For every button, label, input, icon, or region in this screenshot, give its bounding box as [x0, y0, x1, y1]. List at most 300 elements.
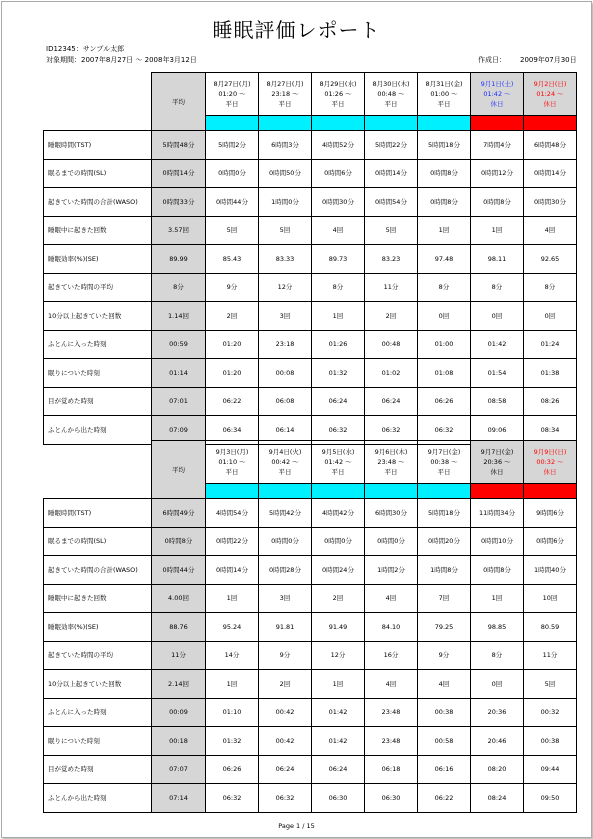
value-cell: 01:10: [206, 698, 259, 727]
day-time: 01:20 ～: [218, 90, 246, 98]
row-label: ふとんから出た時刻: [44, 416, 152, 445]
day-header: [312, 73, 365, 116]
value-cell: 0時間6分: [524, 527, 577, 556]
day-header: [471, 441, 524, 484]
value-cell: 0時間0分: [312, 527, 365, 556]
value-cell: 01:32: [206, 727, 259, 756]
value-cell: 4回: [418, 670, 471, 699]
value-cell: 0時間14分: [524, 159, 577, 188]
value-cell: 06:24: [259, 755, 312, 784]
target-period: 対象期間：2007年8月27日 ～ 2008年3月12日: [46, 56, 197, 64]
day-type: 休日: [543, 468, 557, 476]
day-header: [471, 73, 524, 116]
value-cell: 0回: [418, 302, 471, 331]
value-cell: 23:48: [365, 698, 418, 727]
value-cell: 7時間4分: [471, 131, 524, 160]
value-cell: 01:20: [206, 359, 259, 388]
subject-id: ID12345：サンプル太郎: [46, 45, 125, 53]
value-cell: 23:48: [365, 727, 418, 756]
value-cell: 06:16: [418, 755, 471, 784]
weekday-bar: [365, 484, 418, 499]
day-type: 休日: [490, 468, 504, 476]
value-cell: 8分: [471, 273, 524, 302]
day-type: 平日: [225, 468, 239, 476]
value-cell: 0時間8分: [471, 188, 524, 217]
value-cell: 95.24: [206, 613, 259, 642]
value-cell: 00:58: [418, 727, 471, 756]
value-cell: 0時間0分: [259, 527, 312, 556]
holiday-bar: [524, 484, 577, 499]
value-cell: 06:14: [259, 416, 312, 445]
value-cell: 00:48: [365, 330, 418, 359]
value-cell: 06:22: [206, 387, 259, 416]
value-cell: 1回: [206, 584, 259, 613]
value-cell: 83.23: [365, 245, 418, 274]
table-row: [44, 131, 577, 160]
value-cell: 06:24: [312, 387, 365, 416]
value-cell: 98.85: [471, 613, 524, 642]
average-value: 07:09: [152, 416, 206, 445]
value-cell: 0時間10分: [471, 527, 524, 556]
value-cell: 4回: [312, 216, 365, 245]
table-row: [44, 613, 577, 642]
value-cell: 3回: [259, 584, 312, 613]
value-cell: 89.73: [312, 245, 365, 274]
value-cell: 9分: [259, 641, 312, 670]
weekday-bar: [418, 484, 471, 499]
table-row: [44, 330, 577, 359]
average-value: 89.99: [152, 245, 206, 274]
value-cell: 0時間8分: [418, 159, 471, 188]
value-cell: 0回: [471, 302, 524, 331]
day-time: 01:42 ～: [324, 458, 352, 466]
day-header: [365, 73, 418, 116]
average-value: 07:14: [152, 784, 206, 813]
day-type: 平日: [384, 468, 398, 476]
day-time: 01:26 ～: [324, 90, 352, 98]
day-date: 9月6日(木): [374, 448, 408, 456]
value-cell: 11分: [365, 273, 418, 302]
row-label: 起きていた時間の平均: [44, 273, 152, 302]
day-header: [524, 441, 577, 484]
value-cell: 1回: [206, 670, 259, 699]
value-cell: 14分: [206, 641, 259, 670]
value-cell: 16分: [365, 641, 418, 670]
value-cell: 01:54: [471, 359, 524, 388]
day-header: [365, 441, 418, 484]
average-value: 4.00回: [152, 584, 206, 613]
value-cell: 06:34: [206, 416, 259, 445]
value-cell: 0時間6分: [312, 159, 365, 188]
value-cell: 06:32: [418, 416, 471, 445]
average-value: 01:14: [152, 359, 206, 388]
value-cell: 01:24: [524, 330, 577, 359]
value-cell: 01:00: [418, 330, 471, 359]
created-label: 作成日：: [478, 56, 506, 64]
value-cell: 0時間14分: [206, 556, 259, 585]
value-cell: 4時間54分: [206, 499, 259, 528]
value-cell: 91.81: [259, 613, 312, 642]
value-cell: 7回: [418, 584, 471, 613]
average-value: 2.14回: [152, 670, 206, 699]
average-value: 00:18: [152, 727, 206, 756]
day-header: [206, 441, 259, 484]
value-cell: 1時間8分: [418, 556, 471, 585]
value-cell: 0時間30分: [524, 188, 577, 217]
value-cell: 01:42: [312, 698, 365, 727]
value-cell: 06:32: [312, 416, 365, 445]
value-cell: 5回: [365, 216, 418, 245]
table-row: [44, 302, 577, 331]
value-cell: 08:34: [524, 416, 577, 445]
table-row: [44, 273, 577, 302]
holiday-bar: [471, 116, 524, 131]
value-cell: 1回: [471, 216, 524, 245]
value-cell: 01:26: [312, 330, 365, 359]
value-cell: 98.11: [471, 245, 524, 274]
day-type: 平日: [437, 100, 451, 108]
row-label: 睡眠時間(TST): [44, 131, 152, 160]
row-label: 眠りについた時刻: [44, 727, 152, 756]
average-value: 1.14回: [152, 302, 206, 331]
weekday-bar: [312, 116, 365, 131]
day-header: [418, 441, 471, 484]
value-cell: 0時間0分: [365, 527, 418, 556]
day-type: 平日: [384, 100, 398, 108]
value-cell: 00:38: [524, 727, 577, 756]
weekday-bar: [259, 116, 312, 131]
value-cell: 0時間22分: [206, 527, 259, 556]
value-cell: 06:30: [365, 784, 418, 813]
day-date: 9月4日(火): [268, 448, 302, 456]
table-row: [44, 387, 577, 416]
row-label: ふとんに入った時刻: [44, 698, 152, 727]
value-cell: 11分: [524, 641, 577, 670]
value-cell: 00:38: [418, 698, 471, 727]
weekday-bar: [312, 484, 365, 499]
value-cell: 2回: [259, 670, 312, 699]
value-cell: 00:32: [524, 698, 577, 727]
value-cell: 1回: [471, 584, 524, 613]
value-cell: 4回: [524, 216, 577, 245]
value-cell: 0時間14分: [365, 159, 418, 188]
day-date: 9月1日(土): [480, 80, 514, 88]
day-type: 平日: [437, 468, 451, 476]
day-time: 23:48 ～: [377, 458, 405, 466]
created-date: 2009年07月30日: [520, 56, 577, 64]
value-cell: 01:42: [312, 727, 365, 756]
value-cell: 84.10: [365, 613, 418, 642]
value-cell: 06:24: [365, 387, 418, 416]
value-cell: 5回: [259, 216, 312, 245]
value-cell: 06:30: [312, 784, 365, 813]
header-corner: [44, 441, 152, 499]
table-row: [44, 727, 577, 756]
row-label: 眠るまでの時間(SL): [44, 527, 152, 556]
value-cell: 5時間42分: [259, 499, 312, 528]
value-cell: 0時間0分: [206, 159, 259, 188]
value-cell: 1時間0分: [259, 188, 312, 217]
page-number: Page 1 / 15: [278, 822, 315, 830]
value-cell: 1時間2分: [365, 556, 418, 585]
value-cell: 08:26: [524, 387, 577, 416]
weekday-bar: [259, 484, 312, 499]
table-row: [44, 245, 577, 274]
value-cell: 8分: [524, 273, 577, 302]
average-value: 88.76: [152, 613, 206, 642]
row-label: 睡眠時間(TST): [44, 499, 152, 528]
table-row: [44, 556, 577, 585]
value-cell: 01:08: [418, 359, 471, 388]
value-cell: 4回: [365, 584, 418, 613]
value-cell: 5回: [524, 670, 577, 699]
day-header: [259, 73, 312, 116]
day-type: 平日: [278, 100, 292, 108]
row-label: 睡眠中に起きた回数: [44, 584, 152, 613]
value-cell: 20:36: [471, 698, 524, 727]
day-time: 23:18 ～: [271, 90, 299, 98]
day-type: 平日: [331, 100, 345, 108]
value-cell: 2回: [206, 302, 259, 331]
day-type: 平日: [278, 468, 292, 476]
value-cell: 06:26: [206, 755, 259, 784]
table-row: [44, 359, 577, 388]
average-value: 07:01: [152, 387, 206, 416]
weekday-bar: [206, 116, 259, 131]
table-row: [44, 499, 577, 528]
day-time: 01:42 ～: [483, 90, 511, 98]
value-cell: 0時間8分: [418, 188, 471, 217]
table-row: [44, 670, 577, 699]
row-label: 睡眠効率(%)(SE): [44, 613, 152, 642]
day-date: 9月3日(月): [215, 448, 249, 456]
value-cell: 6時間48分: [524, 131, 577, 160]
day-date: 8月27日(月): [213, 80, 251, 88]
day-date: 8月27日(月): [266, 80, 304, 88]
row-label: 眠るまでの時間(SL): [44, 159, 152, 188]
value-cell: 9時間6分: [524, 499, 577, 528]
value-cell: 09:44: [524, 755, 577, 784]
value-cell: 92.65: [524, 245, 577, 274]
average-value: 6時間49分: [152, 499, 206, 528]
day-date: 9月9日(日): [533, 448, 567, 456]
value-cell: 08:20: [471, 755, 524, 784]
value-cell: 01:42: [471, 330, 524, 359]
row-label: 起きていた時間の合計(WASO): [44, 556, 152, 585]
value-cell: 08:24: [471, 784, 524, 813]
value-cell: 8分: [312, 273, 365, 302]
report-title: 睡眠評価レポート: [212, 18, 381, 42]
value-cell: 1回: [418, 216, 471, 245]
day-header: [312, 441, 365, 484]
day-type: 休日: [490, 100, 504, 108]
day-time: 01:00 ～: [430, 90, 458, 98]
average-value: 00:09: [152, 698, 206, 727]
day-header: [418, 73, 471, 116]
value-cell: 20:46: [471, 727, 524, 756]
value-cell: 06:32: [206, 784, 259, 813]
value-cell: 5回: [206, 216, 259, 245]
value-cell: 80.59: [524, 613, 577, 642]
value-cell: 0時間50分: [259, 159, 312, 188]
value-cell: 0時間54分: [365, 188, 418, 217]
value-cell: 85.43: [206, 245, 259, 274]
day-date: 9月5日(水): [321, 448, 355, 456]
day-time: 00:32 ～: [536, 458, 564, 466]
average-value: 00:59: [152, 330, 206, 359]
average-value: 0時間44分: [152, 556, 206, 585]
value-cell: 8分: [418, 273, 471, 302]
value-cell: 06:18: [365, 755, 418, 784]
day-header: [524, 73, 577, 116]
average-value: 0時間14分: [152, 159, 206, 188]
average-value: 5時間48分: [152, 131, 206, 160]
value-cell: 0時間30分: [312, 188, 365, 217]
value-cell: 09:06: [471, 416, 524, 445]
average-value: 0時間8分: [152, 527, 206, 556]
sleep-table-week-2: [43, 440, 577, 813]
day-type: 休日: [543, 100, 557, 108]
value-cell: 00:42: [259, 727, 312, 756]
day-date: 8月29日(水): [319, 80, 357, 88]
day-header: [259, 441, 312, 484]
value-cell: 9分: [418, 641, 471, 670]
table-row: [44, 641, 577, 670]
row-label: 10分以上起きていた回数: [44, 302, 152, 331]
value-cell: 0時間24分: [312, 556, 365, 585]
average-value: 11分: [152, 641, 206, 670]
day-type: 平日: [331, 468, 345, 476]
day-header: [206, 73, 259, 116]
value-cell: 10回: [524, 584, 577, 613]
day-type: 平日: [225, 100, 239, 108]
value-cell: 06:22: [418, 784, 471, 813]
table-row: [44, 755, 577, 784]
row-label: ふとんから出た時刻: [44, 784, 152, 813]
value-cell: 4時間42分: [312, 499, 365, 528]
value-cell: 5時間18分: [418, 499, 471, 528]
value-cell: 11時間34分: [471, 499, 524, 528]
value-cell: 00:08: [259, 359, 312, 388]
value-cell: 2回: [365, 302, 418, 331]
value-cell: 9分: [206, 273, 259, 302]
table-row: [44, 216, 577, 245]
value-cell: 0時間8分: [471, 556, 524, 585]
value-cell: 12分: [259, 273, 312, 302]
value-cell: 83.33: [259, 245, 312, 274]
value-cell: 08:58: [471, 387, 524, 416]
value-cell: 1回: [312, 302, 365, 331]
value-cell: 97.48: [418, 245, 471, 274]
table-row: [44, 159, 577, 188]
value-cell: 06:26: [418, 387, 471, 416]
value-cell: 79.25: [418, 613, 471, 642]
value-cell: 0時間20分: [418, 527, 471, 556]
row-label: 睡眠中に起きた回数: [44, 216, 152, 245]
row-label: 睡眠効率(%)(SE): [44, 245, 152, 274]
holiday-bar: [471, 484, 524, 499]
value-cell: 0時間12分: [471, 159, 524, 188]
value-cell: 06:08: [259, 387, 312, 416]
day-time: 01:24 ～: [536, 90, 564, 98]
value-cell: 01:20: [206, 330, 259, 359]
value-cell: 01:38: [524, 359, 577, 388]
day-date: 9月2日(日): [533, 80, 567, 88]
value-cell: 6時間30分: [365, 499, 418, 528]
day-time: 20:36 ～: [483, 458, 511, 466]
value-cell: 1回: [312, 670, 365, 699]
value-cell: 00:42: [259, 698, 312, 727]
value-cell: 12分: [312, 641, 365, 670]
average-value: 8分: [152, 273, 206, 302]
value-cell: 2回: [312, 584, 365, 613]
value-cell: 0時間28分: [259, 556, 312, 585]
table-row: [44, 698, 577, 727]
day-time: 00:38 ～: [430, 458, 458, 466]
average-value: 07:07: [152, 755, 206, 784]
average-header: 平均: [152, 441, 206, 499]
table-row: [44, 527, 577, 556]
row-label: ふとんに入った時刻: [44, 330, 152, 359]
value-cell: 8分: [471, 641, 524, 670]
sleep-table-week-1: [43, 72, 577, 445]
row-label: 眠りについた時刻: [44, 359, 152, 388]
value-cell: 23:18: [259, 330, 312, 359]
day-date: 9月7日(金): [427, 448, 461, 456]
value-cell: 01:32: [312, 359, 365, 388]
value-cell: 0回: [524, 302, 577, 331]
average-value: 3.57回: [152, 216, 206, 245]
table-row: [44, 584, 577, 613]
value-cell: 01:02: [365, 359, 418, 388]
row-label: 目が覚めた時刻: [44, 387, 152, 416]
value-cell: 5時間2分: [206, 131, 259, 160]
value-cell: 91.49: [312, 613, 365, 642]
day-date: 8月30日(木): [372, 80, 410, 88]
weekday-bar: [206, 484, 259, 499]
value-cell: 1時間40分: [524, 556, 577, 585]
day-time: 00:48 ～: [377, 90, 405, 98]
day-date: 9月7日(金): [480, 448, 514, 456]
day-time: 01:10 ～: [218, 458, 246, 466]
table-row: [44, 188, 577, 217]
row-label: 起きていた時間の合計(WASO): [44, 188, 152, 217]
average-header: 平均: [152, 73, 206, 131]
value-cell: 09:50: [524, 784, 577, 813]
day-time: 00:42 ～: [271, 458, 299, 466]
header-corner: [44, 73, 152, 131]
weekday-bar: [418, 116, 471, 131]
value-cell: 3回: [259, 302, 312, 331]
holiday-bar: [524, 116, 577, 131]
day-date: 8月31日(金): [425, 80, 463, 88]
value-cell: 0時間44分: [206, 188, 259, 217]
value-cell: 5時間18分: [418, 131, 471, 160]
row-label: 起きていた時間の平均: [44, 641, 152, 670]
value-cell: 0回: [471, 670, 524, 699]
value-cell: 6時間3分: [259, 131, 312, 160]
value-cell: 4回: [365, 670, 418, 699]
value-cell: 5時間22分: [365, 131, 418, 160]
table-row: [44, 784, 577, 813]
weekday-bar: [365, 116, 418, 131]
value-cell: 4時間52分: [312, 131, 365, 160]
row-label: 目が覚めた時刻: [44, 755, 152, 784]
value-cell: 06:32: [365, 416, 418, 445]
average-value: 0時間33分: [152, 188, 206, 217]
row-label: 10分以上起きていた回数: [44, 670, 152, 699]
value-cell: 06:32: [259, 784, 312, 813]
